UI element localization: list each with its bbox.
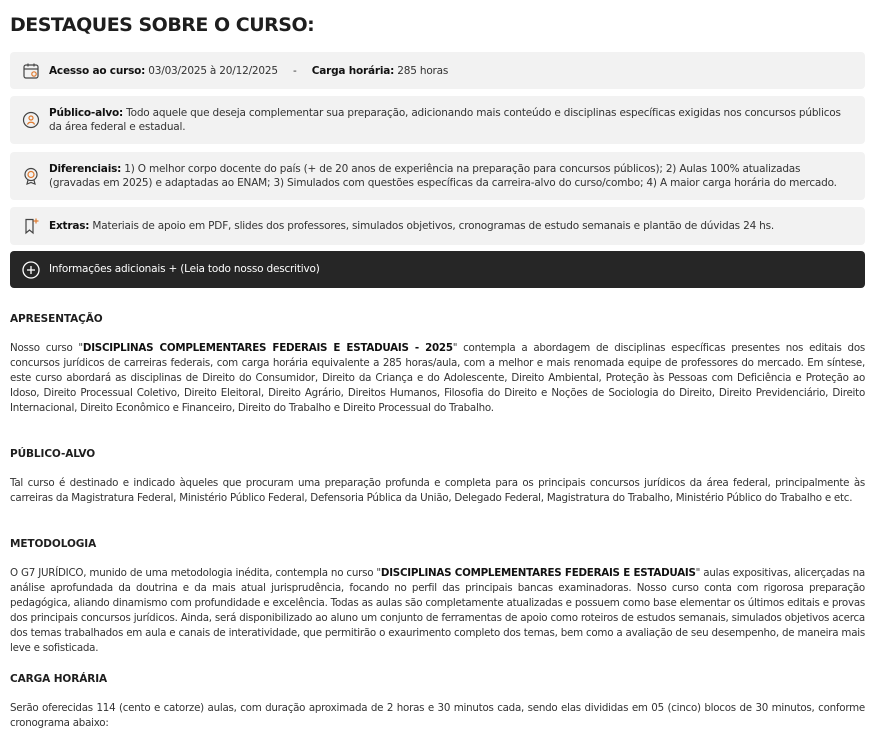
extras-label: Extras: xyxy=(49,220,90,232)
medal-icon xyxy=(21,166,41,186)
section-text-carga: Serão oferecidas 114 (cento e catorze) aulas, com duração aproximada de 2 horas e 30 minutos cada, sendo elas divididas em 05 (cinco) blocos de 30 minutos, conforme cronograma abaixo: xyxy=(10,702,865,729)
page-title: DESTAQUES SOBRE O CURSO: xyxy=(10,14,315,36)
section-heading-carga: CARGA HORÁRIA xyxy=(10,673,108,685)
section-heading-metodologia: METODOLOGIA xyxy=(10,538,97,550)
audience-value: Todo aquele que deseja complementar sua preparação, adicionando mais conteúdo e disciplinas específicas exigidas nos concursos públicos da área federal e estadual. xyxy=(49,107,841,133)
highlight-extras-text xyxy=(49,219,853,233)
apresentacao-course-name: DISCIPLINAS COMPLEMENTARES FEDERAIS E ESTADUAIS - 2025 xyxy=(82,342,453,354)
section-heading-publico: PÚBLICO-ALVO xyxy=(10,448,96,460)
highlight-access-text xyxy=(49,64,853,78)
more-info-button[interactable] xyxy=(10,251,865,288)
access-value: 03/03/2025 à 20/12/2025 xyxy=(148,64,278,77)
plus-circle-icon xyxy=(21,260,41,280)
access-label: Acesso ao curso: xyxy=(49,64,146,77)
more-info-label: Informações adicionais + (Leia todo nosso descritivo) xyxy=(49,263,320,275)
audience-label: Público-alvo: xyxy=(49,107,124,119)
calendar-icon xyxy=(21,61,41,81)
hours-label: Carga horária: xyxy=(311,64,395,77)
metodologia-post: " aulas expositivas, alicerçadas na análise aprofundada da doutrina e da mais atual jurisprudência, focando no perfil das principais bancas examinadoras. Nosso curso conta com rigorosa preparação pedagógica, aliando dinamismo com profundidade e excelência. Todas as aulas são completamente atualizadas e possuem como base elementar os últimos editais e provas dos principais concursos jurídicos. Ainda, será disponibilizado ao aluno um conjunto de ferramentas de apoio como roteiros de estudos semanais, simulados objetivos acerca dos temas trabalhados em aula e canais de interatividade, que permitirão o exaurimento completo dos temas, bem como a avaliação de seu desempenho, de maneira mais leve e sofisticada. xyxy=(10,567,865,654)
highlight-differentials-text xyxy=(49,162,853,190)
apresentacao-pre: Nosso curso " xyxy=(10,342,83,354)
section-text-metodologia xyxy=(10,566,865,656)
diff-label: Diferenciais: xyxy=(49,163,122,175)
extras-value: Materiais de apoio em PDF, slides dos professores, simulados objetivos, cronogramas de estudo semanais e plantão de dúvidas 24 hs. xyxy=(92,220,775,232)
apresentacao-post: " contempla a abordagem de disciplinas específicas presentes nos editais dos concursos jurídicos de carreiras federais, com carga horária equivalente a 285 horas/aula, com a melhor e mais renomada equipe de professores do mercado. Em síntese, este curso abordará as disciplinas de Direito do Consumidor, Direito da Criança e do Adolescente, Direito Ambiental, Proteção às Pessoas com Deficiência e Proteção ao Idoso, Direito Processual Coletivo, Direito Eleitoral, Direito Agrário, Direitos Humanos, Filosofia do Direito e Noções de Sociologia do Direito, Direito Previdenciário, Direito Internacional, Direito Econômico e Financeiro, Direito do Trabalho e Direito Processual do Trabalho. xyxy=(10,342,865,414)
highlight-audience xyxy=(10,96,865,144)
section-text-apresentacao xyxy=(10,341,865,416)
highlight-access xyxy=(10,52,865,89)
hours-value: 285 horas xyxy=(397,64,449,77)
metodologia-pre: O G7 JURÍDICO, munido de uma metodologia inédita, contempla no curso " xyxy=(10,567,381,579)
target-person-icon xyxy=(21,110,41,130)
section-heading-apresentacao: APRESENTAÇÃO xyxy=(10,313,103,325)
diff-value: 1) O melhor corpo docente do país (+ de 20 anos de experiência na preparação para concursos públicos); 2) Aulas 100% atualizadas (gravadas em 2025) e adaptadas ao ENAM; 3) Simulados com questões específicas da carreira-alvo do curso/combo; 4) A maior carga horária do mercado. xyxy=(49,163,837,189)
bookmark-plus-icon xyxy=(21,216,41,236)
separator: - xyxy=(292,64,297,77)
highlight-differentials xyxy=(10,152,865,200)
section-text-publico: Tal curso é destinado e indicado àqueles que procuram uma preparação profunda e completa para os principais concursos jurídicos da área federal, principalmente às carreiras da Magistratura Federal, Ministério Público Federal, Defensoria Pública da União, Delegado Federal, Magistratura do Trabalho, Ministério Público do Trabalho e etc. xyxy=(10,477,865,504)
metodologia-course-name: DISCIPLINAS COMPLEMENTARES FEDERAIS E ESTADUAIS xyxy=(380,567,696,579)
highlight-audience-text xyxy=(49,106,853,134)
highlight-extras xyxy=(10,207,865,245)
